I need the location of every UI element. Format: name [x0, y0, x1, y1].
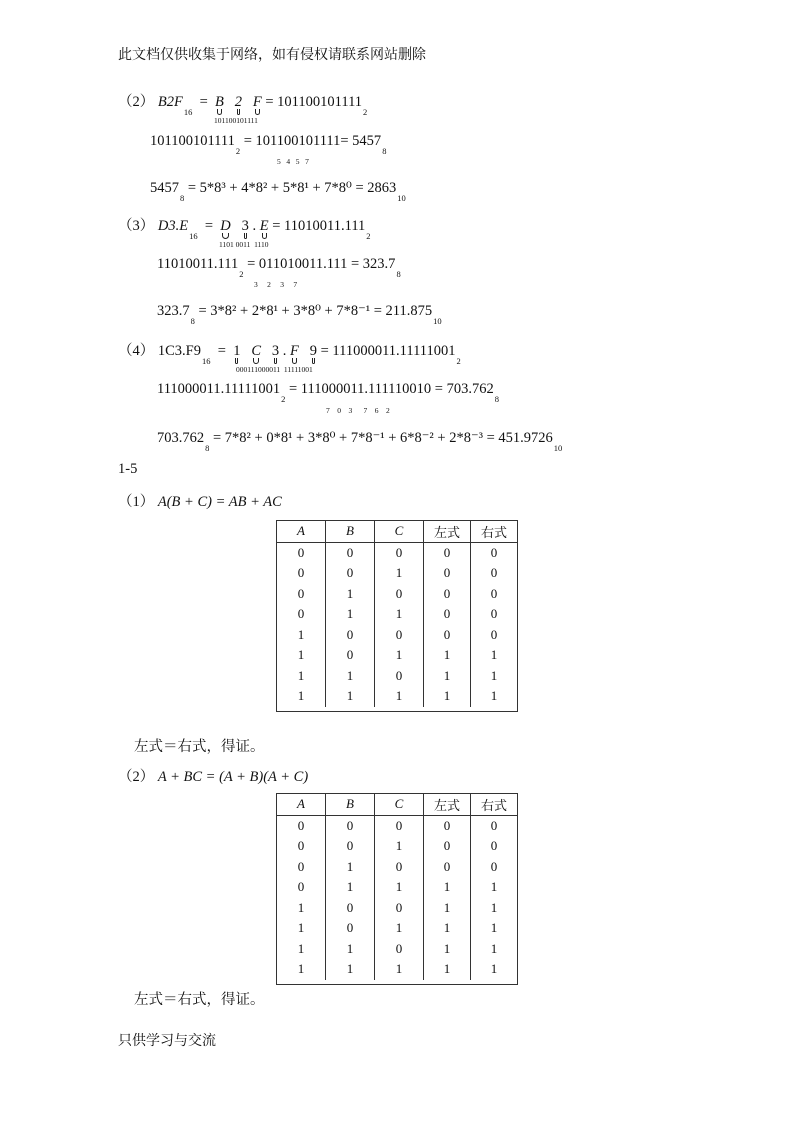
page-header: 此文档仅供收集于网络，如有侵权请联系网站删除: [118, 48, 426, 63]
p4-l1-eq: =: [217, 343, 226, 359]
p2-l2-rhs-sub: 8: [382, 146, 387, 156]
table-row: [277, 584, 517, 605]
p4-l1-rhs-sub: 2: [456, 356, 461, 366]
q2-header-0: A: [277, 794, 326, 815]
p2-l2-lhs-sub: 2: [235, 146, 241, 156]
table-cell: 0: [471, 584, 518, 605]
q1-formula: A(B + C) = AB + AC: [157, 494, 282, 510]
table-cell: 0: [375, 625, 424, 646]
p3-l3-lhs-sub: 8: [190, 316, 195, 326]
section-heading: 1-5: [118, 461, 138, 477]
table-cell: 0: [424, 584, 471, 605]
table-cell: 1: [375, 686, 424, 707]
table-cell: 1: [471, 959, 518, 980]
table-row: [277, 898, 517, 919]
table-cell: 1: [471, 666, 518, 687]
p4-l1-rhs: = 111000011.11111001: [320, 343, 456, 359]
p3-l3-rhs-sub: 10: [433, 316, 442, 326]
p2-l2-digits: 5 4 5 7: [277, 157, 309, 166]
table-cell: 1: [424, 918, 471, 939]
p4-l2-rhs-sub: 8: [494, 394, 499, 404]
table-cell: 0: [375, 857, 424, 878]
p3-l2-lhs-sub: 2: [239, 269, 244, 279]
p3-l1-eq: =: [204, 218, 214, 234]
p4-l2-lhs-sub: 2: [281, 394, 286, 404]
table-cell: 0: [297, 817, 305, 833]
p2-l1-lhs: B2F: [157, 94, 183, 110]
table-cell: 1: [375, 918, 424, 939]
table-cell: 0: [375, 542, 424, 563]
q1-header-1: B: [326, 521, 375, 542]
table-cell: 0: [471, 815, 518, 836]
q1-truth-table: [277, 521, 517, 707]
table-cell: 0: [297, 858, 305, 874]
p4-l1-digit-4: .: [282, 343, 287, 359]
table-cell: 1: [424, 877, 471, 898]
p2-l1-digit-2: 2: [234, 94, 243, 110]
table-cell: 1: [297, 920, 305, 936]
table-cell: 0: [297, 879, 305, 895]
q1-header-2: C: [375, 521, 424, 542]
table-cell: 1: [297, 940, 305, 956]
table-cell: 0: [375, 815, 424, 836]
table-cell: 0: [326, 918, 375, 939]
table-cell: 0: [326, 542, 375, 563]
table-cell: 0: [375, 898, 424, 919]
q2-header-1: B: [326, 794, 375, 815]
table-cell: 0: [326, 815, 375, 836]
q1-header-0: A: [277, 521, 326, 542]
table-cell: 1: [471, 939, 518, 960]
table-cell: 1: [326, 604, 375, 625]
p2-l1-rhs-sub: 2: [363, 107, 368, 117]
table-cell: 0: [471, 563, 518, 584]
p3-l2-lhs: 11010011.111: [157, 256, 239, 272]
p4-l1-digit-1: 1: [233, 343, 241, 359]
table-cell: 0: [297, 544, 305, 560]
q2-conclusion: 左式＝右式，得证。: [134, 992, 265, 1008]
table-cell: 0: [424, 836, 471, 857]
table-cell: 1: [375, 563, 424, 584]
table-cell: 0: [326, 836, 375, 857]
table-cell: 1: [471, 645, 518, 666]
table-row: [277, 604, 517, 625]
p3-l1-digit-1: D: [220, 218, 231, 234]
q1-header-3: 左式: [424, 521, 471, 542]
table-cell: 1: [297, 626, 305, 642]
p4-l3-rhs-sub: 10: [553, 443, 563, 453]
table-cell: 1: [375, 604, 424, 625]
p4-l1-groups: 000111000011 11111001: [236, 365, 313, 374]
table-cell: 0: [424, 563, 471, 584]
table-row: [277, 836, 517, 857]
p2-label: （2）: [118, 94, 155, 110]
table-row: [277, 625, 517, 646]
table-cell: 1: [375, 645, 424, 666]
p3-l3-lhs: 323.7: [157, 303, 190, 319]
table-cell: 0: [326, 563, 375, 584]
p3-l1-lhs: D3.E: [157, 218, 189, 234]
p3-l1-digit-3: .: [252, 218, 257, 234]
p3-l1-groups: 1101 0011 1110: [219, 240, 269, 249]
p2-l3-rhs-sub: 10: [397, 193, 406, 203]
p4-line2: [157, 381, 499, 404]
p2-line3: [150, 180, 406, 203]
q1-header-4: 右式: [471, 521, 518, 542]
p3-line1: [118, 214, 371, 241]
p3-l1-digit-4: E: [259, 218, 269, 234]
p2-l3-expr: = 5*8³ + 4*8² + 5*8¹ + 7*8⁰ = 2863: [187, 180, 397, 196]
p4-l1-digit-2: C: [251, 343, 261, 359]
p4-l3-lhs: 703.762: [157, 430, 205, 446]
table-row: [277, 857, 517, 878]
table-cell: 1: [375, 877, 424, 898]
table-cell: 1: [375, 836, 424, 857]
table-row: [277, 686, 517, 707]
q2-label: （2）: [118, 769, 155, 785]
table-cell: 1: [471, 877, 518, 898]
table-cell: 1: [471, 686, 518, 707]
table-cell: 0: [471, 836, 518, 857]
p3-l1-rhs: = 11010011.111: [272, 218, 366, 234]
p3-l2-rhs-sub: 8: [396, 269, 401, 279]
table-cell: 1: [326, 857, 375, 878]
table-cell: 0: [297, 585, 305, 601]
table-cell: 0: [375, 584, 424, 605]
q2-header-2: C: [375, 794, 424, 815]
table-cell: 0: [297, 565, 305, 581]
table-cell: 0: [471, 604, 518, 625]
p2-l1-groups: 101100101111: [214, 116, 258, 125]
p2-l1-rhs: = 101100101111: [265, 94, 363, 110]
p4-l1-digit-5: F: [289, 343, 299, 359]
table-cell: 0: [471, 625, 518, 646]
p3-line2: [157, 256, 401, 279]
table-cell: 1: [424, 898, 471, 919]
table-row: [277, 815, 517, 836]
q2-header-4: 右式: [471, 794, 518, 815]
p4-l1-digit-6: 9: [309, 343, 317, 359]
p4-l2-mid: = 111000011.111110010 = 703.762: [288, 381, 494, 397]
p4-l1-lhs-sub: 16: [202, 356, 211, 366]
table-row: [277, 563, 517, 584]
p3-l2-digits: 3 2 3 7: [254, 280, 298, 289]
table-cell: 0: [424, 857, 471, 878]
q2-truth-table: [277, 794, 517, 980]
table-cell: 1: [326, 959, 375, 980]
p4-line3: [157, 430, 563, 453]
p4-line1: [118, 339, 461, 366]
table-cell: 0: [471, 857, 518, 878]
p2-l1-eq: =: [199, 94, 208, 110]
table-cell: 0: [424, 542, 471, 563]
table-cell: 1: [471, 918, 518, 939]
table-cell: 1: [297, 899, 305, 915]
table-row: [277, 918, 517, 939]
table-cell: 1: [424, 686, 471, 707]
table-cell: 1: [297, 667, 305, 683]
table-cell: 1: [297, 688, 305, 704]
p4-l2-lhs: 111000011.11111001: [157, 381, 281, 397]
table-cell: 0: [326, 645, 375, 666]
p3-l1-digit-2: 3: [241, 218, 249, 234]
q2-header-3: 左式: [424, 794, 471, 815]
p2-l1-digit-1: B: [215, 94, 224, 110]
table-cell: 1: [424, 959, 471, 980]
table-row: [277, 877, 517, 898]
table-cell: 1: [326, 686, 375, 707]
table-cell: 0: [424, 625, 471, 646]
table-row: [277, 542, 517, 563]
p3-label: （3）: [118, 218, 155, 234]
p3-line3: [157, 303, 442, 326]
table-cell: 1: [326, 939, 375, 960]
table-cell: 1: [297, 961, 305, 977]
table-row: [277, 666, 517, 687]
table-cell: 0: [375, 939, 424, 960]
p4-l3-lhs-sub: 8: [205, 443, 210, 453]
p4-l1-digit-3: 3: [271, 343, 280, 359]
p4-l1-lhs: 1C3.F9: [157, 343, 201, 359]
table-cell: 1: [326, 877, 375, 898]
table-cell: 0: [326, 625, 375, 646]
table-row: [277, 959, 517, 980]
p2-l1-lhs-sub: 16: [183, 107, 193, 117]
p3-l1-lhs-sub: 16: [189, 231, 198, 241]
table-cell: 1: [471, 898, 518, 919]
table-cell: 1: [297, 647, 305, 663]
table-cell: 1: [326, 584, 375, 605]
p3-l1-rhs-sub: 2: [366, 231, 371, 241]
q2-formula: A + BC = (A + B)(A + C): [157, 769, 309, 785]
p2-line2: [150, 133, 387, 156]
table-cell: 0: [424, 815, 471, 836]
p4-l2-digits: 7 0 3 7 6 2: [326, 406, 390, 415]
p2-l2-mid: = 101100101111= 5457: [243, 133, 382, 149]
table-cell: 0: [471, 542, 518, 563]
p2-l2-lhs: 101100101111: [150, 133, 235, 149]
q1-conclusion: 左式＝右式，得证。: [134, 739, 265, 755]
table-cell: 0: [424, 604, 471, 625]
table-row: [277, 939, 517, 960]
p2-l1-digit-3: F: [252, 94, 262, 110]
table-cell: 1: [424, 645, 471, 666]
p2-line1: [118, 90, 368, 117]
q1-label: （1）: [118, 494, 155, 510]
table-cell: 0: [297, 838, 305, 854]
p3-l2-mid: = 011010011.111 = 323.7: [247, 256, 396, 272]
p2-l3-lhs-sub: 8: [180, 193, 185, 203]
table-cell: 0: [326, 898, 375, 919]
table-cell: 1: [326, 666, 375, 687]
table-cell: 1: [424, 666, 471, 687]
table-cell: 1: [375, 959, 424, 980]
table-cell: 0: [375, 666, 424, 687]
q2-heading: [118, 765, 308, 786]
q1-heading: [118, 490, 282, 511]
p3-l3-expr: = 3*8² + 2*8¹ + 3*8⁰ + 7*8⁻¹ = 211.875: [198, 303, 433, 319]
p4-label: （4）: [118, 343, 155, 359]
table-cell: 1: [424, 939, 471, 960]
table-cell: 0: [297, 606, 305, 622]
table-row: [277, 645, 517, 666]
p2-l3-lhs: 5457: [150, 180, 179, 196]
page-footer: 只供学习与交流: [118, 1034, 216, 1049]
p4-l3-expr: = 7*8² + 0*8¹ + 3*8⁰ + 7*8⁻¹ + 6*8⁻² + 2*8⁻³ = 451.9726: [213, 430, 553, 446]
